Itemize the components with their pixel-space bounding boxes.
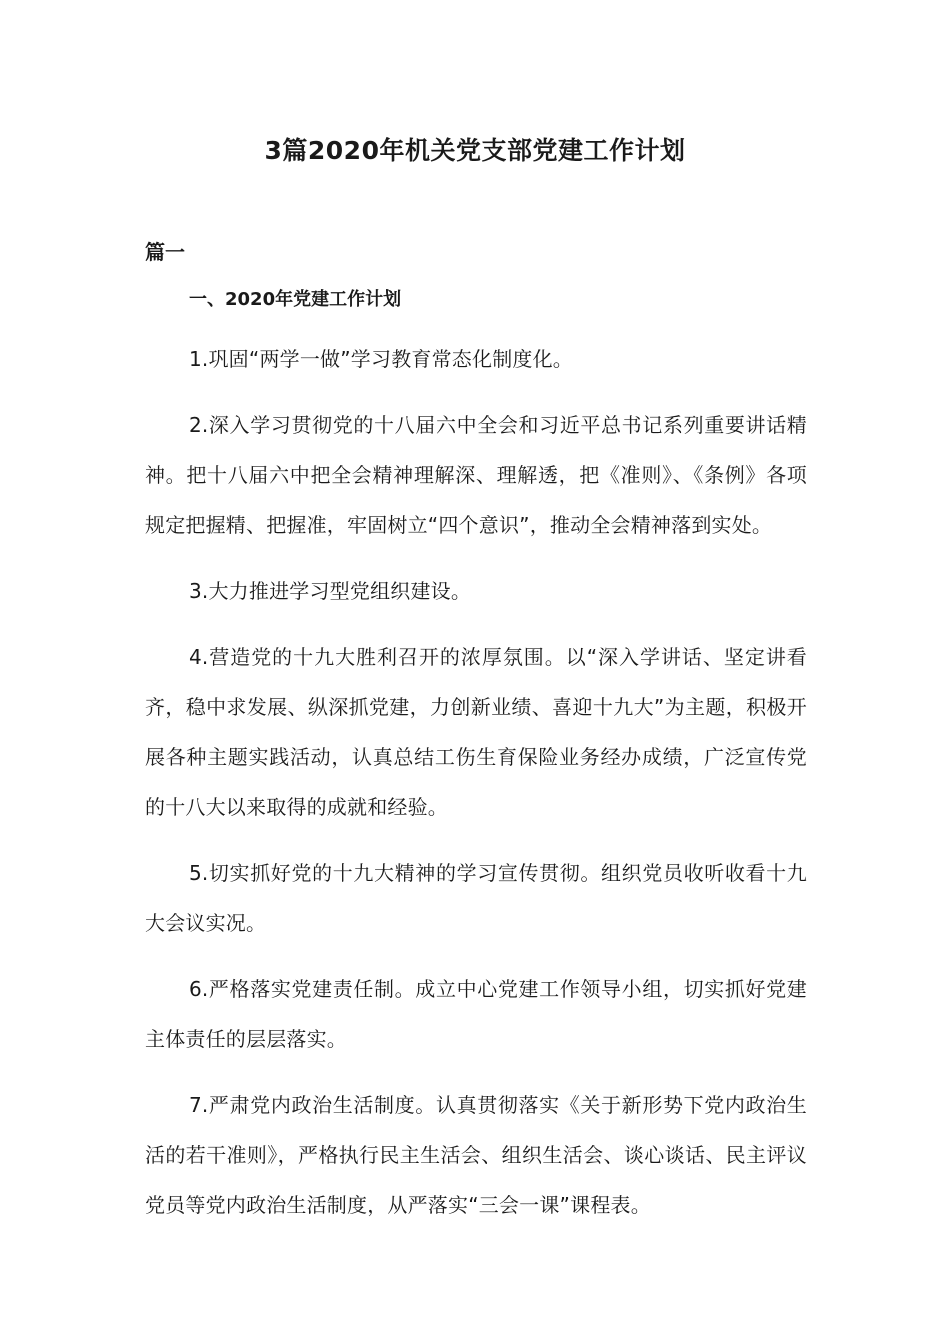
paragraph-4: 4.营造党的十九大胜利召开的浓厚氛围。以“深入学讲话、坚定讲看齐，稳中求发展、纵深抓党建，力创新业绩、喜迎十九大”为主题，积极开展各种主题实践活动，认真总结工伤生育保险业务经办成绩，广泛宣传党的十八大以来取得的成就和经验。 (145, 645, 807, 819)
paragraph-2: 2.深入学习贯彻党的十八届六中全会和习近平总书记系列重要讲话精神。把十八届六中把全会精神理解深、理解透，把《准则》、《条例》各项规定把握精、把握准，牢固树立“四个意识”，推动全会精神落到实处。 (145, 413, 807, 537)
section-heading: 一、2020年党建工作计划 (189, 289, 402, 310)
document-title: 3篇2020年机关党支部党建工作计划 (264, 136, 686, 165)
paragraph-7: 7.严肃党内政治生活制度。认真贯彻落实《关于新形势下党内政治生活的若干准则》，严格执行民主生活会、组织生活会、谈心谈话、民主评议党员等党内政治生活制度，从严落实“三会一课”课程表。 (145, 1093, 807, 1217)
paragraph-5: 5.切实抓好党的十九大精神的学习宣传贯彻。组织党员收听收看十九大会议实况。 (145, 861, 807, 935)
paragraph-1: 1.巩固“两学一做”学习教育常态化制度化。 (189, 347, 574, 371)
paragraph-6: 6.严格落实党建责任制。成立中心党建工作领导小组，切实抓好党建主体责任的层层落实。 (145, 977, 807, 1051)
paragraph-3: 3.大力推进学习型党组织建设。 (189, 579, 472, 603)
section-label: 篇一 (145, 240, 185, 264)
document-body (145, 284, 807, 1230)
